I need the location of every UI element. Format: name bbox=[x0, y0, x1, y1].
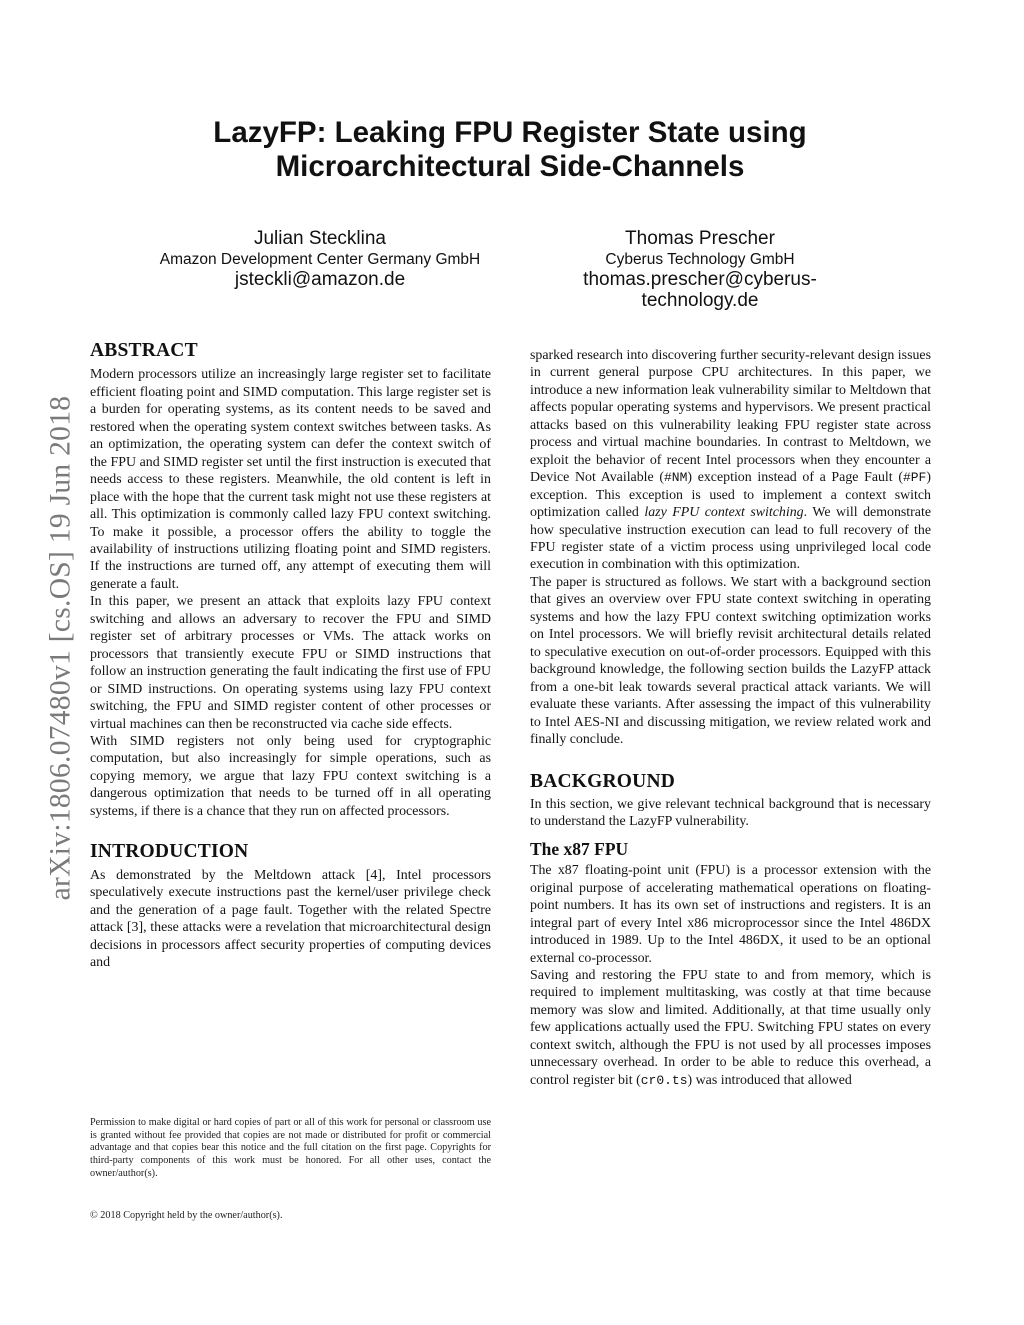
author-affiliation: Cyberus Technology GmbH bbox=[605, 251, 795, 268]
left-column bbox=[90, 342, 491, 971]
author-name: Julian Stecklina bbox=[253, 228, 387, 249]
nm-exception-code: #NM bbox=[664, 470, 688, 486]
author-name: Thomas Prescher bbox=[625, 228, 775, 249]
right-column bbox=[530, 347, 931, 1089]
x87-text-segment: ) was introduced that allowed bbox=[687, 1072, 852, 1088]
x87-text-segment: Saving and restoring the FPU state to and from memory, which is required to implement multitasking, was costly at that time because memory was slow and limited. Additionally, at that time usually only few applications actually used the FPU. Switching FPU states on every context switch, although the FPU is not used by all processes imposes unnecessary overhead. In order to be able to reduce this overhead, a control register bit ( bbox=[530, 967, 931, 1088]
author-email: jsteckli@amazon.de bbox=[234, 269, 406, 290]
author-block-1 bbox=[120, 228, 520, 290]
intro-text-segment: . We will demonstrate how speculative instruction execution can lead to full recovery of the FPU register state of a victim process using unprivileged local code execution in combination with this optimization. bbox=[530, 505, 931, 573]
introduction-heading: INTRODUCTION bbox=[90, 841, 249, 863]
x87-fpu-subheading: The x87 FPU bbox=[530, 838, 629, 859]
arxiv-identifier: arXiv:1806.07480v1 [cs.OS] 19 Jun 2018 bbox=[44, 395, 77, 901]
intro-text-segment: ) exception instead of a Page Fault ( bbox=[687, 470, 903, 486]
x87-paragraph-1: The x87 floating-point unit (FPU) is a processor extension with the original purpose of accelerating mathematical operations on floating-point numbers. It has its own set of instructions and registers. It is an integral part of every Intel x86 microprocessor since the Intel 486DX introduced in 1989. Up to the Intel 486DX, it used to be an optional external co-processor. bbox=[530, 863, 931, 966]
author-email-continuation: technology.de bbox=[641, 290, 759, 311]
x87-paragraph-2 bbox=[530, 967, 931, 1089]
permission-notice: Permission to make digital or hard copies of part or all of this work for personal or classroom use is granted without fee provided that copies are not made or distributed for profit or commercial advantage and that copies bear this notice and the full citation on the first page. Copyrights for third-party components of this work must be honored. For all other uses, contact the owner/author(s). bbox=[90, 1117, 491, 1179]
intro-text-segment: sparked research into discovering further security-relevant design issues in current general purpose CPU architectures. In this paper, we introduce a new information leak vulnerability similar to Meltdown that affects popular operating systems and hypervisors. We present practical attacks based on this vulnerability leaking FPU register state across process and virtual machine boundaries. In contrast to Meltdown, we exploit the behavior of recent Intel processors when they encounter a Device Not Available ( bbox=[530, 348, 931, 486]
background-paragraph: In this section, we give relevant technical background that is necessary to understand the LazyFP vulnerability. bbox=[530, 796, 931, 830]
introduction-paragraph-1: As demonstrated by the Meltdown attack [4], Intel processors speculatively execute instructions past the kernel/user privilege check and the generation of a page fault. Together with the related Spectre attack [3], these attacks were a revelation that microarchitectural design decisions in processors affect security properties of computing devices and bbox=[90, 867, 491, 970]
copyright-notice: © 2018 Copyright held by the owner/author(s). bbox=[90, 1210, 283, 1221]
background-heading: BACKGROUND bbox=[530, 771, 676, 793]
abstract-heading: ABSTRACT bbox=[90, 340, 198, 361]
title-line-1: LazyFP: Leaking FPU Register State using bbox=[213, 116, 807, 149]
author-email: thomas.prescher@cyberus- bbox=[583, 269, 817, 290]
title-line-2: Microarchitectural Side-Channels bbox=[275, 150, 745, 183]
introduction-paragraph-1-continued bbox=[530, 347, 931, 574]
abstract-paragraph-2: In this paper, we present an attack that exploits lazy FPU context switching and allows an adversary to recover the FPU and SIMD register set of arbitrary processes or VMs. The attack works on processors that transiently execute FPU or SIMD instructions that follow an instruction generating the fault indicating the first use of FPU or SIMD instructions. On operating systems using lazy FPU context switching, the FPU and SIMD register content of other processes or virtual machines can then be reconstructed via cache side effects. bbox=[90, 594, 491, 732]
paper-title bbox=[90, 116, 930, 184]
pf-exception-code: #PF bbox=[902, 470, 927, 486]
author-affiliation: Amazon Development Center Germany GmbH bbox=[159, 251, 481, 268]
author-block-2 bbox=[558, 228, 842, 311]
cr0-ts-code: cr0.ts bbox=[640, 1072, 688, 1088]
abstract-paragraph-1: Modern processors utilize an increasingly large register set to facilitate efficient floating point and SIMD computation. This large register set is a burden for operating systems, as its content needs to be saved and restored when the operating system context switches between tasks. As an optimization, the operating system can defer the context switch of the FPU and SIMD register set until the first instruction is executed that needs access to these registers. Meanwhile, the old content is left in place with the hope that the current task might not use these registers at all. This optimization is commonly called lazy FPU context switching. To make it possible, a processor offers the ability to toggle the availability of instructions utilizing floating point and SIMD registers. If the instructions are turned off, any attempt of executing them will generate a fault. bbox=[90, 367, 491, 592]
intro-text-segment: ) exception. This exception is used to implement a context switch optimization called bbox=[530, 470, 931, 521]
lazy-fpu-term: lazy FPU context switching bbox=[644, 505, 804, 521]
abstract-paragraph-3: With SIMD registers not only being used for cryptographic computation, but also increasingly for simple operations, such as copying memory, we argue that lazy FPU context switching is a dangerous optimization that needs to be turned off in all operating systems, if there is a chance that they run on affected processors. bbox=[90, 733, 491, 819]
introduction-paragraph-2: The paper is structured as follows. We start with a background section that gives an overview over FPU state context switching in operating systems and how the lazy FPU context switching optimization works on Intel processors. We will briefly revisit architectural details related to speculative execution on out-of-order processors. Equipped with this background knowledge, the following section builds the LazyFP attack from a one-bit leak towards several practical attack variants. We will evaluate these variants. After assessing the impact of this vulnerability to Intel AES-NI and discussing mitigation, we review related work and finally conclude. bbox=[530, 574, 931, 747]
